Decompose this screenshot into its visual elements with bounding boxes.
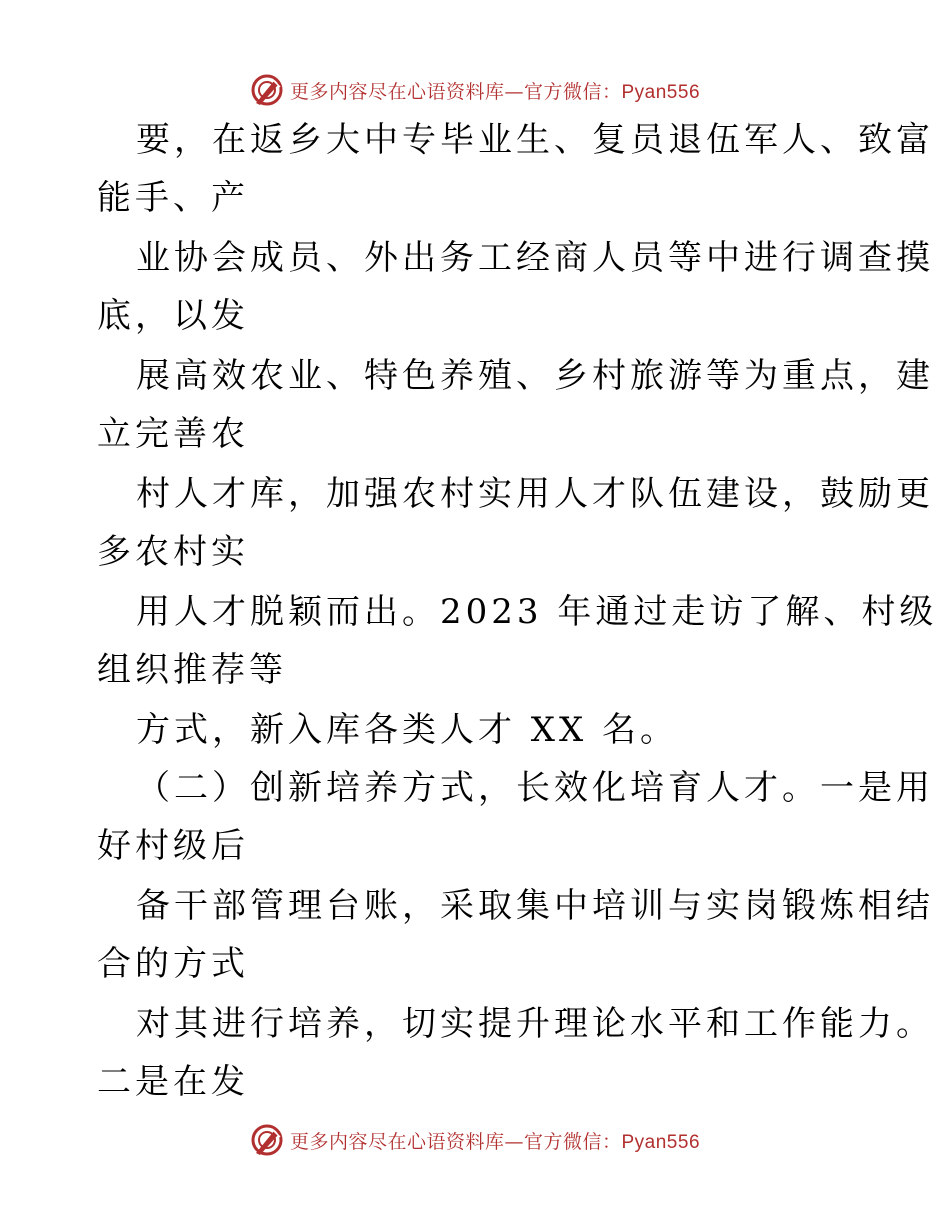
body-line-12: （二）创新培养方式，长效化培育人才。一是用 — [136, 768, 934, 808]
body-line-6: 立完善农 — [97, 414, 249, 454]
header-banner-text — [290, 77, 700, 104]
body-line-2: 能手、产 — [97, 178, 249, 218]
footer-banner-suffix: 官方微信： — [523, 1130, 622, 1153]
body-line-1: 要，在返乡大中专毕业生、复员退伍军人、致富 — [136, 120, 934, 160]
header-banner — [0, 70, 950, 110]
body-line-11: 方式，新入库各类人才 XX 名。 — [136, 710, 679, 750]
body-line-16: 对其进行培养，切实提升理论水平和工作能力。 — [136, 1004, 934, 1044]
footer-banner-separator: — — [504, 1130, 524, 1153]
body-line-13: 好村级后 — [97, 826, 249, 866]
footer-banner-text — [290, 1127, 700, 1154]
header-wechat-id: Pyan556 — [621, 81, 701, 103]
body-line-14: 备干部管理台账，采取集中培训与实岗锻炼相结 — [136, 886, 934, 926]
header-banner-suffix: 官方微信： — [523, 80, 622, 103]
body-line-3: 业协会成员、外出务工经商人员等中进行调查摸 — [136, 238, 934, 278]
body-line-5: 展高效农业、特色养殖、乡村旅游等为重点，建 — [136, 356, 934, 396]
body-line-15: 合的方式 — [97, 944, 249, 984]
footer-wechat-id: Pyan556 — [621, 1131, 701, 1153]
header-banner-main: 更多内容尽在心语资料库 — [289, 80, 505, 103]
body-line-4: 底，以发 — [97, 296, 249, 336]
body-line-9: 用人才脱颖而出。2023 年通过走访了解、村级 — [136, 592, 938, 632]
body-line-8: 多农村实 — [97, 532, 249, 572]
footer-banner — [0, 1120, 950, 1160]
header-banner-separator: — — [504, 80, 524, 103]
body-line-17: 二是在发 — [97, 1062, 249, 1102]
body-line-10: 组织推荐等 — [97, 650, 287, 690]
body-line-7: 村人才库，加强农村实用人才队伍建设，鼓励更 — [136, 474, 934, 514]
pen-logo-icon — [250, 1123, 284, 1157]
footer-banner-main: 更多内容尽在心语资料库 — [289, 1130, 505, 1153]
pen-logo-icon — [250, 73, 284, 107]
